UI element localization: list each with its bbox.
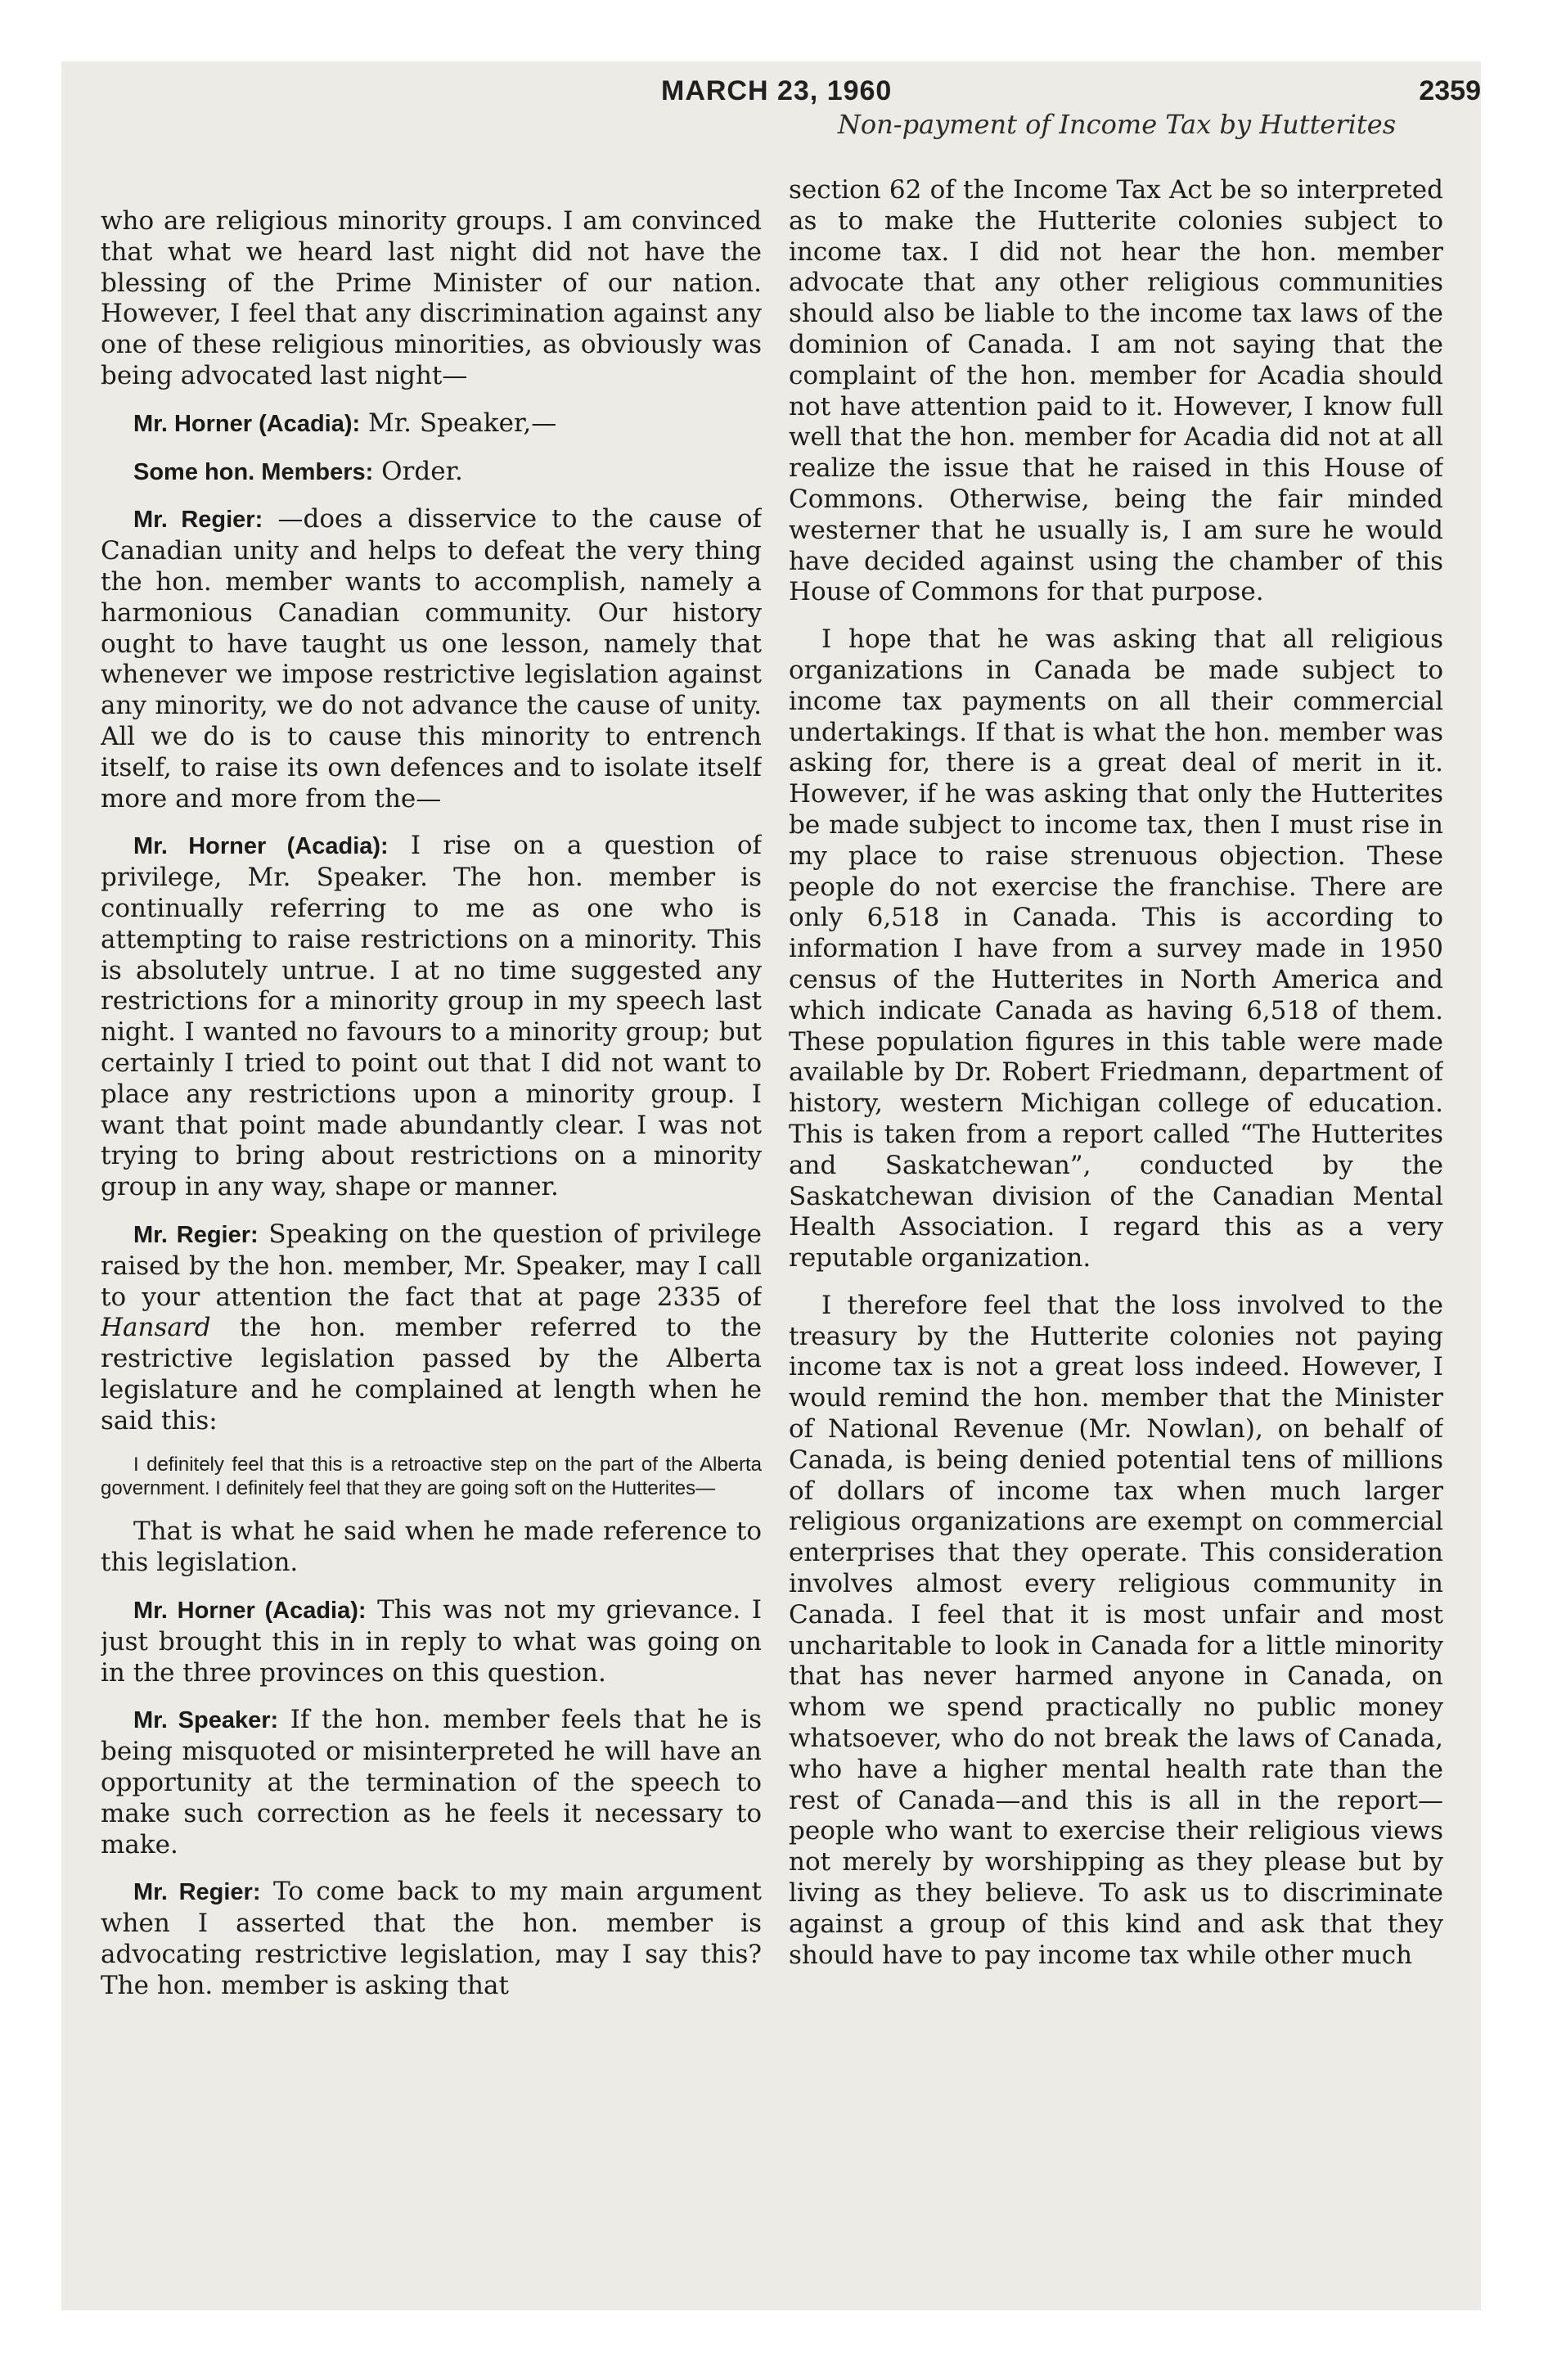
speech-text: This was not my grievance. I just brought this in in reply to what was going on in the three provinces on this question. <box>101 1595 762 1688</box>
speech-horner-2 <box>101 831 762 1203</box>
speaker-name: Mr. Horner (Acadia): <box>133 410 361 437</box>
page-number: 2359 <box>1419 75 1481 106</box>
speech-text: I rise on a question of privilege, Mr. Speaker. The hon. member is continually referring to me as one who is attempting to raise restrictions on a minority. This is absolutely untrue. I at no time suggested any restrictions for a minority group in my speech last night. I wanted no favours to a minority group; but certainly I tried to point out that I did not want to place any restrictions upon a minority group. I want that point made abundantly clear. I was not trying to bring about restrictions on a minority group in any way, shape or manner. <box>101 831 762 1202</box>
speech-text: Mr. Speaker,— <box>368 408 557 438</box>
speaker-name: Some hon. Members: <box>133 458 374 485</box>
speech-horner-1 <box>101 408 762 440</box>
running-head: Non-payment of Income Tax by Hutterites <box>837 109 1397 140</box>
paragraph: That is what he said when he made reference to this legislation. <box>101 1517 762 1578</box>
speech-text: —does a disservice to the cause of Canadian unity and helps to defeat the very thing the hon. member wants to accomplish, namely a harmonious Canadian community. Our history ought to have taught us one lesson, namely that whenever we impose restrictive legislation against any minority, we do not advance the cause of unity. All we do is to cause this minority to entrench itself, to raise its own defences and to isolate itself more and more from the— <box>101 504 762 814</box>
speech-speaker <box>101 1705 762 1860</box>
right-column <box>789 175 1443 2172</box>
speech-horner-3 <box>101 1595 762 1688</box>
paragraph: section 62 of the Income Tax Act be so interpreted as to make the Hutterite colonies subject to income tax. I did not hear the hon. member advocate that any other religious communities should also be liable to the income tax laws of the dominion of Canada. I am not saying that the complaint of the hon. member for Acadia should not have attention paid to it. However, I know full well that the hon. member for Acadia did not at all realize the issue that he raised in this House of Commons. Otherwise, being the fair minded westerner that he usually is, I am sure he would have decided against using the chamber of this House of Commons for that purpose. <box>789 175 1443 607</box>
speech-text: To come back to my main argument when I asserted that the hon. member is advocating restrictive legislation, may I say this? The hon. member is asking that <box>101 1877 762 2000</box>
speaker-name: Mr. Regier: <box>133 1879 261 1906</box>
speaker-name: Mr. Regier: <box>133 507 263 534</box>
speaker-name: Mr. Horner (Acadia): <box>133 833 389 860</box>
block-quote: I definitely feel that this is a retroactive step on the part of the Alberta government. I definitely feel that they are going soft on the Hutterites— <box>101 1454 762 1500</box>
speech-regier-3 <box>101 1877 762 2001</box>
speech-regier-1 <box>101 504 762 814</box>
hansard-title: Hansard <box>101 1313 211 1343</box>
speech-regier-2 <box>101 1219 762 1437</box>
speaker-name: Mr. Regier: <box>133 1221 259 1248</box>
speaker-name: Mr. Horner (Acadia): <box>133 1598 367 1625</box>
speech-members <box>101 457 762 489</box>
left-column <box>101 206 762 2203</box>
paragraph: I hope that he was asking that all religious organizations in Canada be made subject to income tax payments on all their commercial undertakings. If that is what the hon. member was asking for, there is a great deal of merit in it. However, if he was asking that only the Hutterites be made subject to income tax, then I must rise in my place to raise strenuous objection. These people do not exercise the franchise. There are only 6,518 in Canada. This is according to information I have from a survey made in 1950 census of the Hutterites in North America and which indicate Canada as having 6,518 of them. These population figures in this table were made available by Dr. Robert Friedmann, department of history, western Michigan college of education. This is taken from a report called “The Hutterites and Saskatchewan”, conducted by the Saskatchewan division of the Canadian Mental Health Association. I regard this as a very reputable organization. <box>789 624 1443 1273</box>
header-date: MARCH 23, 1960 <box>661 75 893 106</box>
speech-text: Speaking on the question of privilege raised by the hon. member, Mr. Speaker, may I call to your attention the fact that at page 2335 of <box>101 1219 762 1312</box>
speech-text: If the hon. member feels that he is being misquoted or misinterpreted he will have an opportunity at the termination of the speech to make such correction as he feels it necessary to make. <box>101 1705 762 1859</box>
speech-text: the hon. member referred to the restrictive legislation passed by the Alberta legislature and he complained at length when he said this: <box>101 1313 762 1436</box>
speaker-name: Mr. Speaker: <box>133 1707 279 1734</box>
speech-text: Order. <box>381 456 463 486</box>
paragraph: who are religious minority groups. I am convinced that what we heard last night did not have the blessing of the Prime Minister of our nation. However, I feel that any discrimination against any one of these religious minorities, as obviously was being advocated last night— <box>101 206 762 390</box>
paragraph: I therefore feel that the loss involved to the treasury by the Hutterite colonies not paying income tax is not a great loss indeed. However, I would remind the hon. member that the Minister of National Revenue (Mr. Nowlan), on behalf of Canada, is being denied potential tens of millions of dollars of income tax when much larger religious organizations are exempt on commercial enterprises that they operate. This consideration involves almost every religious community in Canada. I feel that it is most unfair and most uncharitable to look in Canada for a little minority that has never harmed anyone in Canada, on whom we spend practically no public money whatsoever, who do not break the laws of Canada, who have a higher mental health rate than the rest of Canada—and this is all in the report—people who want to exercise their religious views not merely by worshipping as they please but by living as they believe. To ask us to discriminate against a group of this kind and ask that they should have to pay income tax while other much <box>789 1290 1443 1970</box>
